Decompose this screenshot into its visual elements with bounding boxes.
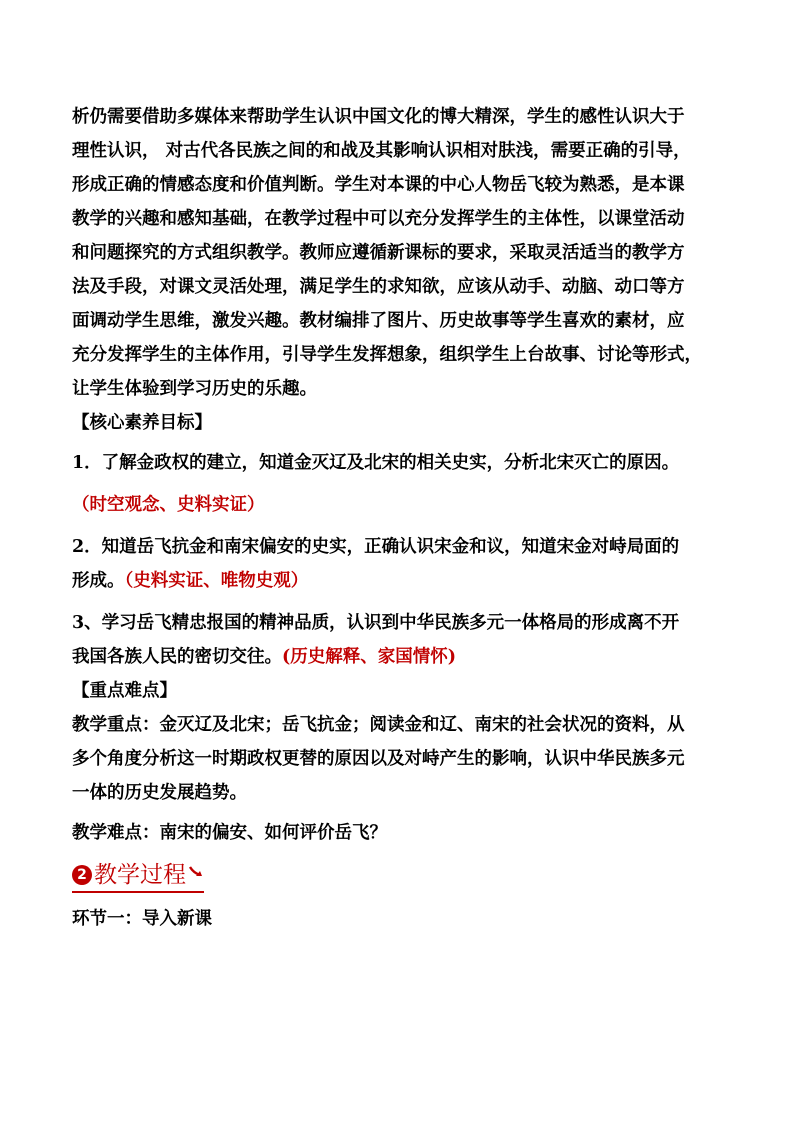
paragraph-line: 和问题探究的方式组织教学。教师应遵循新课标的要求，采取灵活适当的教学方 (72, 243, 685, 263)
paragraph-line: 理性认识， 对古代各民族之间的和战及其影响认识相对肤浅，需要正确的引导， (72, 141, 691, 161)
paragraph-line: 析仍需要借助多媒体来帮助学生认识中国文化的博大精深，学生的感性认识大于 (72, 107, 685, 127)
paragraph-line: 面调动学生思维，激发兴趣。教材编排了图片、历史故事等学生喜欢的素材，应 (72, 311, 685, 331)
paragraph-line: 教学的兴趣和感知基础，在教学过程中可以充分发挥学生的主体性，以课堂活动 (72, 209, 685, 229)
paragraph-line: 让学生体验到学习历史的乐趣。 (72, 379, 317, 399)
goal-1 (72, 446, 732, 522)
core-literacy-heading: 【核心素养目标】 (72, 413, 212, 433)
paragraph-line: 形成正确的情感态度和价值判断。学生对本课的中心人物岳飞较为熟悉，是本课 (72, 175, 685, 195)
goal-3 (72, 606, 732, 674)
teaching-process-heading (72, 856, 732, 896)
goal-3-line (72, 640, 732, 674)
document-body (72, 100, 732, 936)
section-title: 教学过程 (94, 861, 186, 888)
key-points-line: 多个角度分析这一时期政权更替的原因以及对峙产生的影响，认识中华民族多元 (72, 749, 685, 769)
goal-2-tag: （史料实证、唯物史观） (124, 571, 309, 591)
goal-1-text: 1．了解金政权的建立，知道金灭辽及北宋的相关史实，分析北宋灭亡的原因。 (72, 453, 680, 473)
goal-1-tag: （时空观念、史料实证） (72, 495, 265, 515)
goal-3-text: 我国各族人民的密切交往。 (72, 647, 282, 667)
heading-underline (72, 860, 204, 893)
paragraph-line: 法及手段，对课文灵活处理，满足学生的求知欲，应该从动手、动脑、动口等方 (72, 277, 685, 297)
step-1-heading: 环节一：导入新课 (72, 909, 212, 929)
key-points-line: 教学重点：金灭辽及北宋；岳飞抗金；阅读金和辽、南宋的社会状况的资料，从 (72, 715, 685, 735)
arrow-down-right-icon (188, 860, 204, 890)
difficulty-text: 教学难点：南宋的偏安、如何评价岳飞？ (72, 823, 387, 843)
paragraph-line: 充分发挥学生的主体作用，引导学生发挥想象，组织学生上台故事、讨论等形式， (72, 345, 702, 365)
key-points (72, 708, 732, 810)
goal-2-line (72, 564, 732, 598)
key-points-heading: 【重点难点】 (72, 681, 177, 701)
section-number-badge: 2 (72, 865, 92, 885)
goal-2-text: 形成。 (72, 571, 125, 591)
goal-3-line: 3、学习岳飞精忠报国的精神品质，认识到中华民族多元一体格局的形成离不开 (72, 613, 680, 633)
key-points-line: 一体的历史发展趋势。 (72, 783, 247, 803)
goal-2 (72, 530, 732, 598)
goal-3-tag: (历史解释、家国情怀) (282, 647, 457, 667)
goal-2-line: 2．知道岳飞抗金和南宋偏安的史实，正确认识宋金和议，知道宋金对峙局面的 (72, 537, 680, 557)
analysis-paragraph (72, 100, 732, 406)
